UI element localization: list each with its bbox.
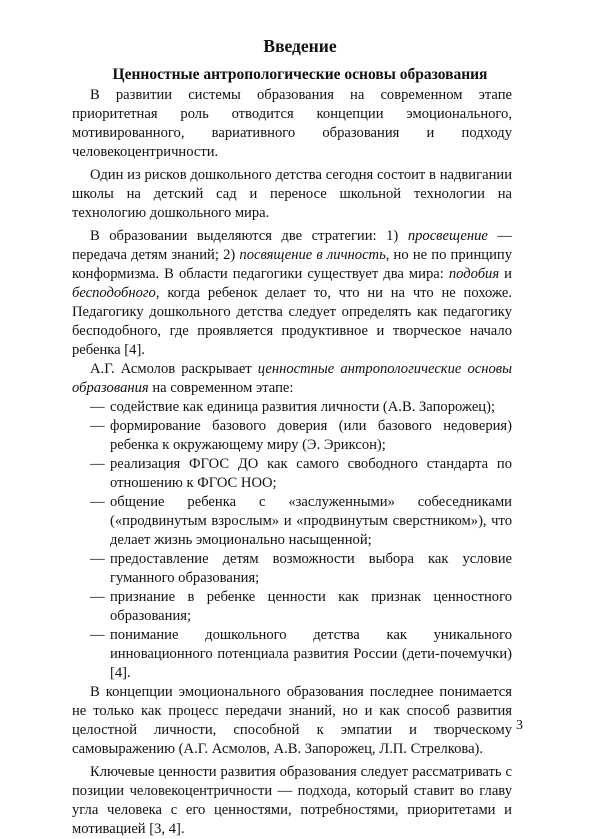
list-dash: — — [90, 399, 105, 415]
list-item — [72, 417, 512, 455]
list-item-text: понимание дошкольного детства как уникального инновационного потенциала развития России (дети-почемучки) [4]. — [110, 627, 512, 681]
italic-term: просвещение — [407, 228, 488, 244]
list-dash: — — [90, 418, 105, 434]
list-item-text: содействие как единица развития личности (А.В. Запорожец); — [110, 399, 496, 415]
paragraph-text: А.Г. Асмолов раскрывает — [90, 361, 258, 377]
section-heading: Ценностные антропологические основы образования — [112, 66, 488, 83]
list-item — [72, 455, 512, 493]
list-item — [72, 398, 512, 417]
list-item-text: реализация ФГОС ДО как самого свободного стандарта по отношению к ФГОС НОО; — [110, 456, 512, 491]
paragraph-text: , когда ребенок делает то, что ни на что не похоже. Педагогику дошкольного детства следует определять как педагогику бесподобного, где проявляется продуктивное и творческое начало ребенка [4]. — [72, 285, 512, 358]
list-item — [72, 550, 512, 588]
list-item-text: формирование базового доверия (или базового недоверия) ребенка к окружающему миру (Э. Эриксон); — [110, 418, 512, 453]
paragraph — [72, 360, 512, 398]
paragraph: В концепции эмоционального образования последнее понимается не только как процесс передачи знаний, но и как способ развития целостной личности, способной к эмпатии и творческому самовыражению (А.Г. Асмолов, А.В. Запорожец, Л.П. Стрелкова). — [72, 684, 512, 757]
paragraph: Один из рисков дошкольного детства сегодня состоит в надвигании школы на детский сад и переносе школьной технологии на технологию дошкольного мира. — [72, 167, 512, 221]
italic-term: посвящение в личность — [239, 247, 386, 263]
list-dash: — — [90, 494, 105, 510]
paragraph: В развитии системы образования на современном этапе приоритетная роль отводится концепции эмоционального, мотивированного, вариативного образования и подходу человекоцентричности. — [72, 87, 512, 160]
list-item — [72, 626, 512, 683]
list-dash: — — [90, 551, 105, 567]
italic-term: бесподобного — [72, 285, 156, 301]
paragraph-text: и — [499, 266, 512, 282]
paragraph: Ключевые ценности развития образования следует рассматривать с позиции человекоцентричности — подхода, который ставит во главу угла человека с его ценностями, потребностями, приоритетами и мотивацией [3, 4]. — [72, 764, 512, 837]
paragraph-text: В образовании выделяются две стратегии: 1) — [90, 228, 408, 244]
italic-term: подобия — [448, 266, 500, 282]
page-title: Введение — [263, 36, 337, 56]
list-item — [72, 493, 512, 550]
body-text — [72, 86, 512, 839]
paragraph-text: на современном этапе: — [148, 380, 294, 396]
list-item-text: предоставление детям возможности выбора как условие гуманного образования; — [110, 551, 512, 586]
paragraph-text: , но не по принципу конформизма. В области педагогики существует два мира: — [72, 247, 513, 282]
list-item-text: признание в ребенке ценности как признак ценностного образования; — [110, 589, 512, 624]
paragraph — [72, 227, 512, 360]
list-item — [72, 588, 512, 626]
list-item-text: общение ребенка с «заслуженными» собеседниками («продвинутым взрослым» и «продвинутым сверстником»), что делает жизнь эмоционально насыщенной; — [110, 494, 512, 548]
page-number: 3 — [516, 718, 523, 733]
list-dash: — — [90, 456, 105, 472]
italic-term: ценностные антропологические основы образования — [72, 361, 512, 396]
list-dash: — — [90, 589, 105, 605]
list-dash: — — [90, 627, 105, 643]
paragraph-text: — передача детям знаний; 2) — [72, 228, 512, 263]
